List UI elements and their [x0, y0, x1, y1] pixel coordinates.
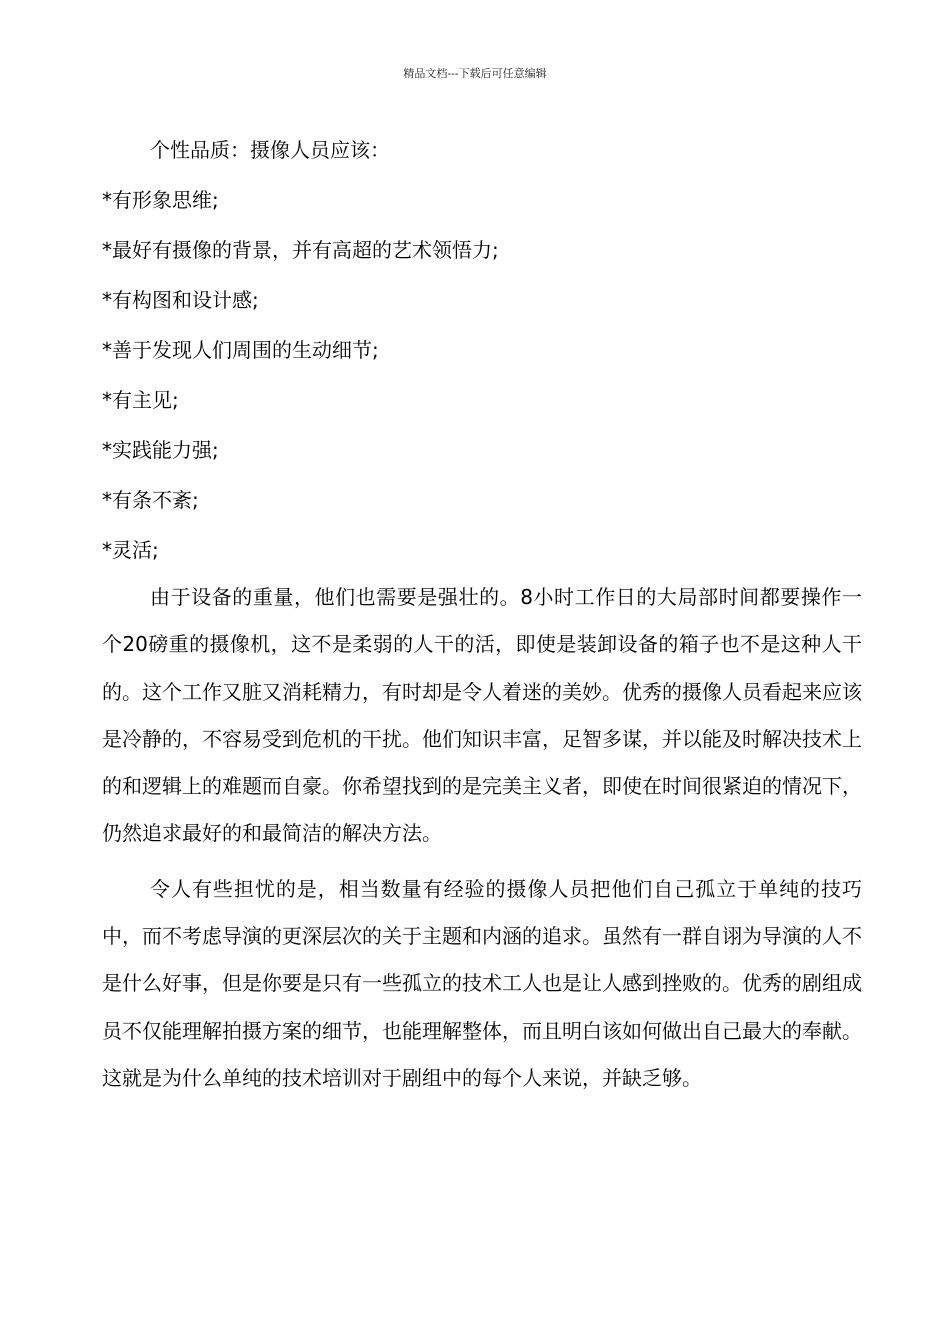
bullet-item: *善于发现人们周围的生动细节; — [102, 338, 379, 362]
bullet-item: *实践能力强; — [102, 438, 219, 462]
bullet-item: *有主见; — [102, 388, 179, 412]
bullet-item: *有条不紊; — [102, 488, 199, 512]
document-body — [102, 132, 862, 1102]
intro-line: 个性品质：摄像人员应该： — [150, 138, 390, 162]
bullet-item: *灵活; — [102, 538, 159, 562]
bullet-item: *最好有摄像的背景，并有高超的艺术领悟力; — [102, 238, 499, 262]
page-header: 精品文档---下载后可任意编辑 — [403, 67, 547, 80]
paragraph: 由于设备的重量，他们也需要是强壮的。8小时工作日的大局部时间都要操作一个20磅重的摄像机，这不是柔弱的人干的活，即使是装卸设备的箱子也不是这种人干的。这个工作又脏又消耗精力，有时却是令人着迷的美妙。优秀的摄像人员看起来应该是冷静的，不容易受到危机的干扰。他们知识丰富，足智多谋，并以能及时解决技术上的和逻辑上的难题而自豪。你希望找到的是完美主义者，即使在时间很紧迫的情况下，仍然追求最好的和最简洁的解决方法。 — [102, 585, 862, 846]
paragraph: 令人有些担忧的是，相当数量有经验的摄像人员把他们自己孤立于单纯的技巧中，而不考虑导演的更深层次的关于主题和内涵的追求。虽然有一群自诩为导演的人不是什么好事，但是你要是只有一些孤立的技术工人也是让人感到挫败的。优秀的剧组成员不仅能理解拍摄方案的细节，也能理解整体，而且明白该如何做出自己最大的奉献。这就是为什么单纯的技术培训对于剧组中的每个人来说，并缺乏够。 — [102, 876, 862, 1090]
bullet-item: *有形象思维; — [102, 188, 219, 212]
bullet-item: *有构图和设计感; — [102, 288, 259, 312]
